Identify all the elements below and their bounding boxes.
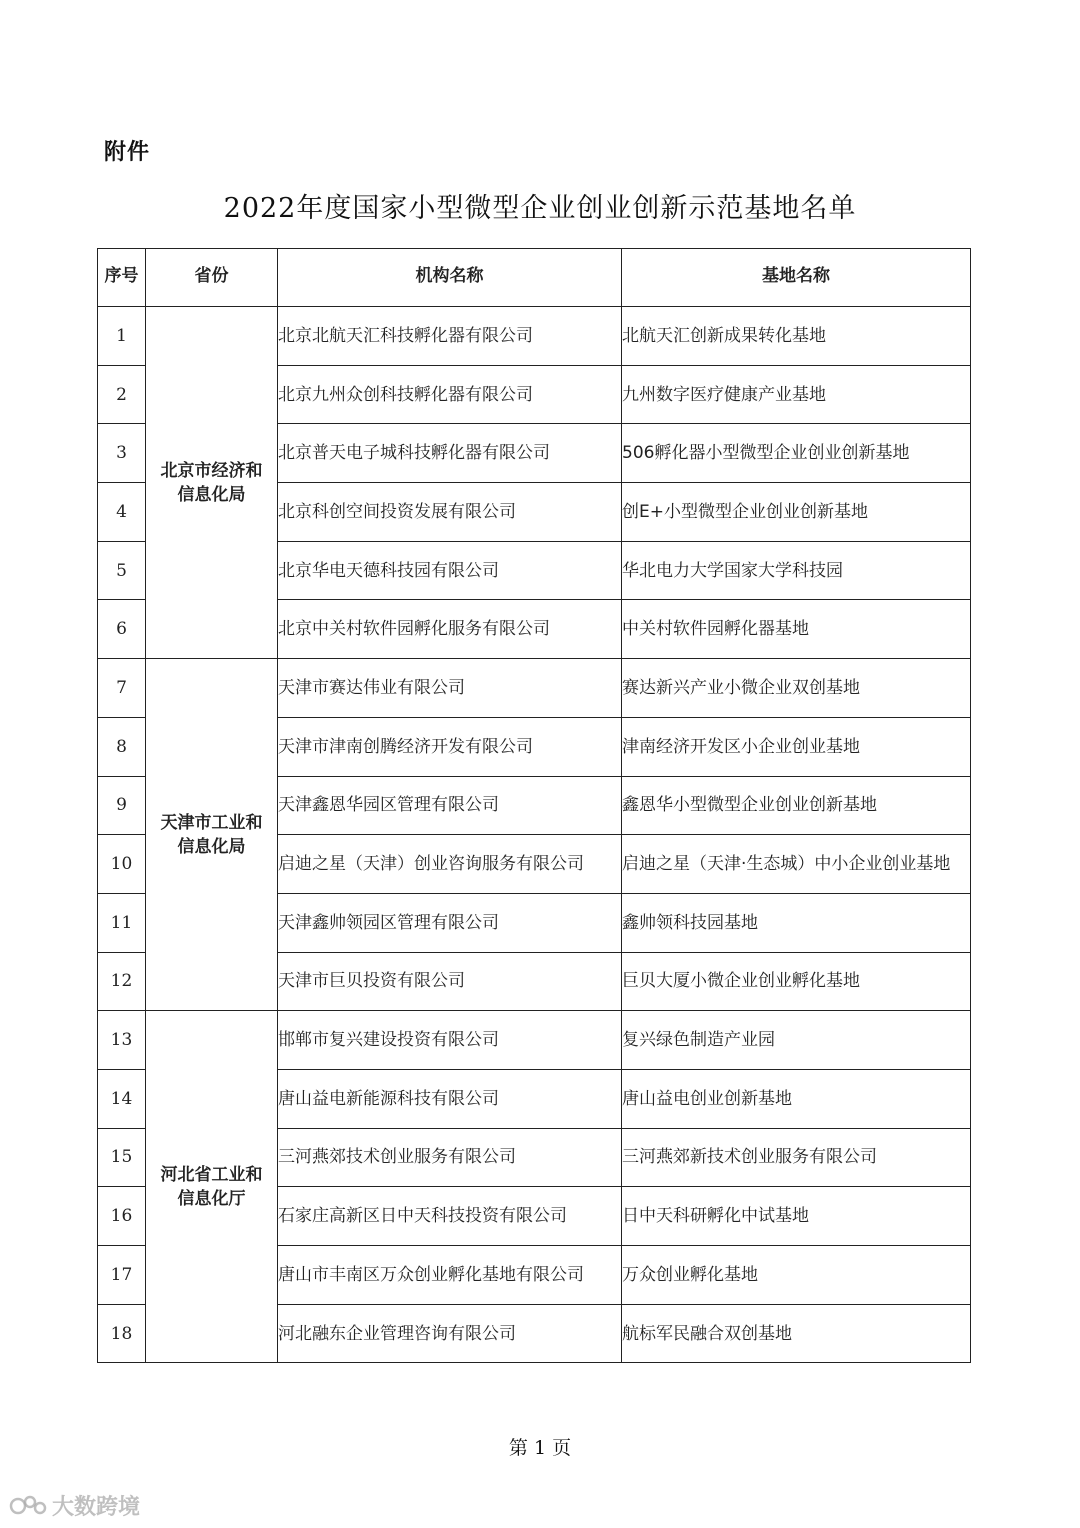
org-cell: 北京中关村软件园孵化服务有限公司 bbox=[278, 600, 622, 659]
org-cell: 石家庄高新区日中天科技投资有限公司 bbox=[278, 1187, 622, 1246]
base-cell: 鑫帅领科技园基地 bbox=[622, 893, 971, 952]
header-base: 基地名称 bbox=[622, 249, 971, 307]
table-row bbox=[98, 659, 971, 718]
province-cell bbox=[146, 659, 278, 1011]
province-line: 信息化厅 bbox=[177, 1188, 246, 1209]
org-cell: 北京华电天德科技园有限公司 bbox=[278, 541, 622, 600]
seq-cell: 8 bbox=[98, 717, 146, 776]
province-line: 北京市经济和 bbox=[160, 460, 263, 481]
base-cell: 启迪之星（天津·生态城）中小企业创业基地 bbox=[622, 835, 971, 894]
seq-cell: 18 bbox=[98, 1304, 146, 1363]
seq-cell: 13 bbox=[98, 1011, 146, 1070]
org-cell: 北京北航天汇科技孵化器有限公司 bbox=[278, 307, 622, 366]
seq-cell: 12 bbox=[98, 952, 146, 1011]
demo-base-table bbox=[97, 248, 971, 1363]
seq-cell: 3 bbox=[98, 424, 146, 483]
page-number: 第 1 页 bbox=[508, 1437, 572, 1459]
base-cell: 创E+小型微型企业创业创新基地 bbox=[622, 483, 971, 542]
org-cell: 天津鑫帅领园区管理有限公司 bbox=[278, 893, 622, 952]
base-cell: 鑫恩华小型微型企业创业创新基地 bbox=[622, 776, 971, 835]
header-org: 机构名称 bbox=[278, 249, 622, 307]
base-cell: 唐山益电创业创新基地 bbox=[622, 1069, 971, 1128]
org-cell: 唐山益电新能源科技有限公司 bbox=[278, 1069, 622, 1128]
org-cell: 天津市赛达伟业有限公司 bbox=[278, 659, 622, 718]
table-header-row bbox=[98, 249, 971, 307]
org-cell: 唐山市丰南区万众创业孵化基地有限公司 bbox=[278, 1246, 622, 1305]
seq-cell: 6 bbox=[98, 600, 146, 659]
org-cell: 天津市津南创腾经济开发有限公司 bbox=[278, 717, 622, 776]
seq-cell: 4 bbox=[98, 483, 146, 542]
base-cell: 中关村软件园孵化器基地 bbox=[622, 600, 971, 659]
province-line: 信息化局 bbox=[177, 836, 246, 857]
seq-cell: 17 bbox=[98, 1246, 146, 1305]
seq-cell: 15 bbox=[98, 1128, 146, 1187]
province-line: 河北省工业和 bbox=[160, 1164, 263, 1185]
base-cell: 复兴绿色制造产业园 bbox=[622, 1011, 971, 1070]
header-province: 省份 bbox=[146, 249, 278, 307]
base-cell: 赛达新兴产业小微企业双创基地 bbox=[622, 659, 971, 718]
seq-cell: 1 bbox=[98, 307, 146, 366]
base-cell: 万众创业孵化基地 bbox=[622, 1246, 971, 1305]
org-cell: 邯郸市复兴建设投资有限公司 bbox=[278, 1011, 622, 1070]
org-cell: 启迪之星（天津）创业咨询服务有限公司 bbox=[278, 835, 622, 894]
base-cell: 巨贝大厦小微企业创业孵化基地 bbox=[622, 952, 971, 1011]
province-line: 信息化局 bbox=[177, 484, 246, 505]
org-cell: 北京九州众创科技孵化器有限公司 bbox=[278, 365, 622, 424]
province-cell bbox=[146, 307, 278, 659]
seq-cell: 10 bbox=[98, 835, 146, 894]
seq-cell: 2 bbox=[98, 365, 146, 424]
watermark-text: 大数跨境 bbox=[52, 1495, 141, 1520]
seq-cell: 9 bbox=[98, 776, 146, 835]
seq-cell: 5 bbox=[98, 541, 146, 600]
base-cell: 九州数字医疗健康产业基地 bbox=[622, 365, 971, 424]
seq-cell: 11 bbox=[98, 893, 146, 952]
base-cell: 华北电力大学国家大学科技园 bbox=[622, 541, 971, 600]
org-cell: 河北融东企业管理咨询有限公司 bbox=[278, 1304, 622, 1363]
base-cell: 506孵化器小型微型企业创业创新基地 bbox=[622, 424, 971, 483]
seq-cell: 7 bbox=[98, 659, 146, 718]
base-cell: 北航天汇创新成果转化基地 bbox=[622, 307, 971, 366]
base-cell: 津南经济开发区小企业创业基地 bbox=[622, 717, 971, 776]
watermark bbox=[8, 1490, 140, 1521]
attachment-label: 附件 bbox=[104, 140, 151, 165]
org-cell: 三河燕郊技术创业服务有限公司 bbox=[278, 1128, 622, 1187]
org-cell: 天津市巨贝投资有限公司 bbox=[278, 952, 622, 1011]
base-cell: 日中天科研孵化中试基地 bbox=[622, 1187, 971, 1246]
province-line: 天津市工业和 bbox=[160, 812, 263, 833]
org-cell: 天津鑫恩华园区管理有限公司 bbox=[278, 776, 622, 835]
org-cell: 北京普天电子城科技孵化器有限公司 bbox=[278, 424, 622, 483]
org-cell: 北京科创空间投资发展有限公司 bbox=[278, 483, 622, 542]
table-row bbox=[98, 1011, 971, 1070]
province-cell bbox=[146, 1011, 278, 1363]
base-cell: 三河燕郊新技术创业服务有限公司 bbox=[622, 1128, 971, 1187]
seq-cell: 16 bbox=[98, 1187, 146, 1246]
seq-cell: 14 bbox=[98, 1069, 146, 1128]
header-seq: 序号 bbox=[98, 249, 146, 307]
document-title: 2022年度国家小型微型企业创业创新示范基地名单 bbox=[223, 193, 857, 224]
base-cell: 航标军民融合双创基地 bbox=[622, 1304, 971, 1363]
watermark-logo-icon bbox=[8, 1494, 48, 1518]
table-row bbox=[98, 307, 971, 366]
